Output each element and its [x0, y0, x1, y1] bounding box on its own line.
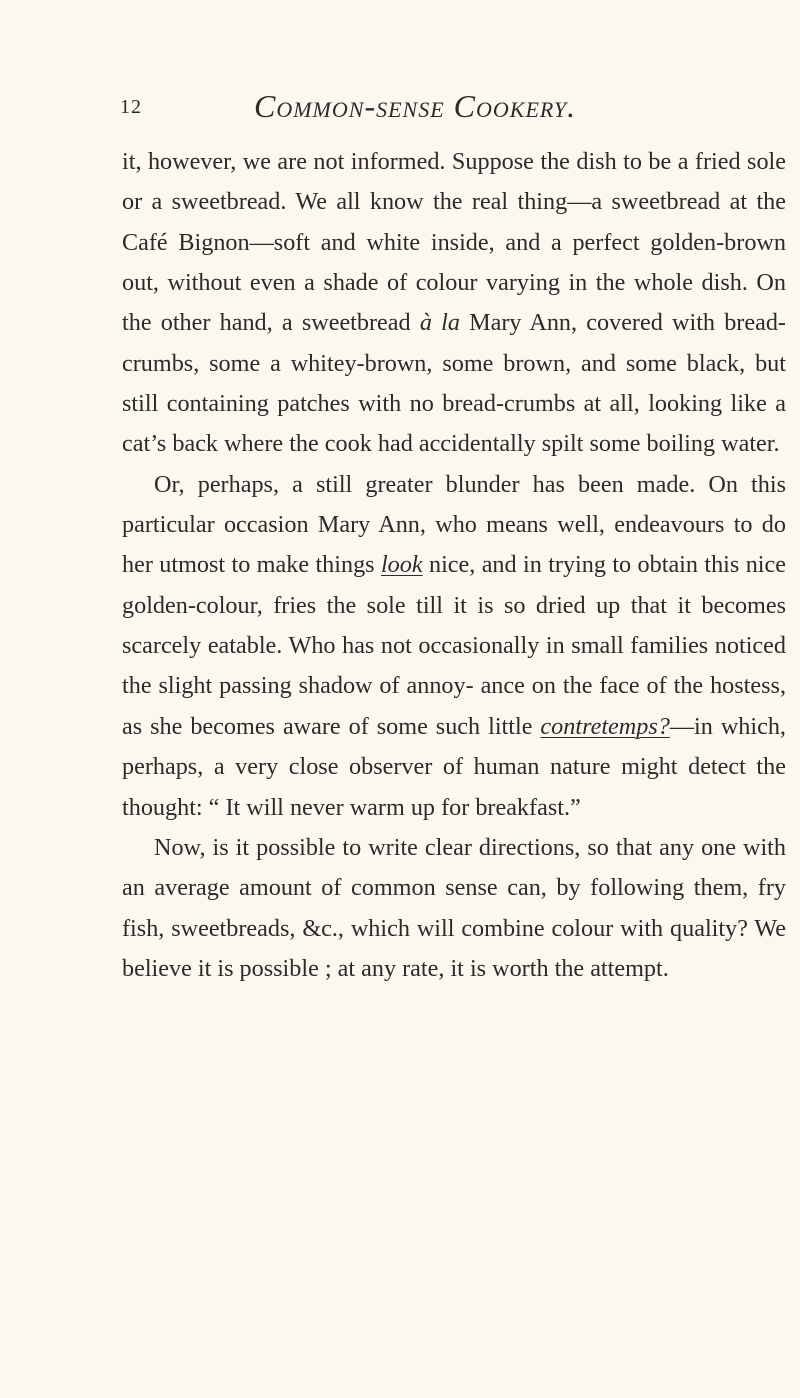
text-segment: nice, and in trying to obtain this nice golden-colour, fries the sole till it is so dried up that it becomes scarcely eatable. Who has not occasionally in small families noticed the slight passing shadow of annoy- ance on the face of the hostess, as she becomes aware of some such little — [122, 551, 786, 740]
text-segment: Now, is it possible to write clear directions, so that any one with an average amount of common sense can, by following them, fry fish, sweetbreads, &c., which will combine colour with quality? We believe it is possible ; at any rate, it is worth the attempt. — [122, 833, 786, 982]
italic-phrase-a-la: à la — [419, 309, 460, 337]
body-text — [122, 142, 786, 989]
text-segment: Or, perhaps, a still greater blunder has been made. On this particular occasion Mary Ann, who means well, endeavours to do her utmost to make things — [122, 470, 786, 579]
text-segment: —in which, perhaps, a very close observer of human nature might detect the thought: “ It will never warm up for breakfast.” — [122, 712, 786, 821]
paragraph-3 — [122, 828, 786, 989]
italic-word-contretemps: contretemps? — [540, 712, 670, 740]
running-head: Common-sense Cookery. — [254, 88, 577, 124]
italic-word-look: look — [380, 551, 423, 579]
page-number: 12 — [120, 96, 142, 118]
text-segment: it, however, we are not informed. Suppose the dish to be a fried sole or a sweetbread. We all know the real thing—a sweetbread at the Café Bignon—soft and white inside, and a perfect golden-brown out, without even a shade of colour varying in the whole dish. On the other hand, a sweetbread — [122, 148, 786, 337]
text-segment: Mary Ann, covered with bread-crumbs, some a whitey-brown, some brown, and some black, but still containing patches with no bread-crumbs at all, looking like a cat’s back where the cook had accidentally spilt some boiling water. — [122, 309, 786, 458]
paragraph-2 — [122, 465, 786, 828]
paragraph-1 — [122, 142, 786, 465]
